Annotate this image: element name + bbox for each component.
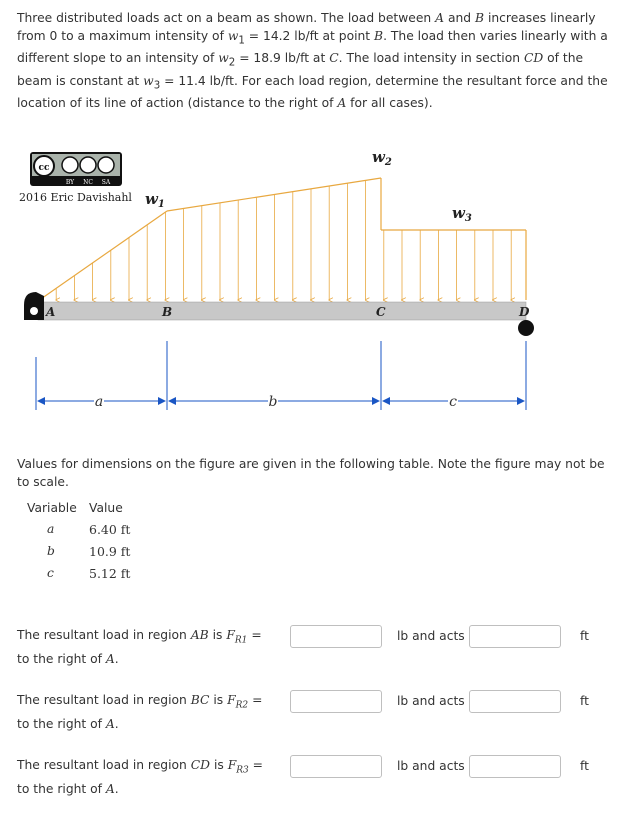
problem-text: = 18.9 lb/ft at bbox=[235, 51, 330, 66]
label-b: B bbox=[162, 305, 173, 319]
unit-ft-label: ft bbox=[580, 694, 589, 708]
force-symbol: F bbox=[226, 628, 235, 642]
problem-text: and bbox=[444, 11, 475, 25]
subscript: 1 bbox=[238, 34, 245, 47]
equals-sign: = bbox=[251, 628, 262, 642]
var-value: 10.9 ft bbox=[89, 543, 131, 559]
figure-note bbox=[17, 455, 609, 491]
cc-text: cc bbox=[38, 163, 50, 173]
resultant-cd-input[interactable] bbox=[290, 755, 382, 778]
q-text: The resultant load in region bbox=[17, 628, 191, 642]
force-subscript: R3 bbox=[236, 765, 249, 776]
problem-text: = 11.4 lb/ft. For each load region, determine the resultant force and the location of its line of action (distance to the right of bbox=[17, 73, 608, 111]
label-w2: $w_2$ bbox=[372, 148, 392, 168]
point-label: B bbox=[474, 11, 485, 25]
credit-text: 2016 Eric Davishahl bbox=[19, 191, 132, 204]
label-w3: $w_3$ bbox=[452, 204, 472, 224]
point-label: A bbox=[105, 717, 115, 731]
label-a: A bbox=[46, 305, 56, 319]
region-label: AB bbox=[190, 628, 209, 642]
problem-text: Three distributed loads act on a beam as shown. The load between bbox=[17, 11, 436, 25]
note-text: Values for dimensions on the figure are given in the following table. Note the figure may not be to scale. bbox=[17, 457, 605, 489]
var-w: w bbox=[227, 29, 239, 43]
var-w: w bbox=[218, 51, 229, 66]
problem-text: increases linearly from 0 to a maximum intensity of bbox=[17, 11, 596, 43]
dim-label-a: a bbox=[94, 394, 104, 410]
fixed-support bbox=[24, 292, 44, 320]
label-d: D bbox=[519, 305, 530, 319]
location-ab-input[interactable] bbox=[469, 625, 561, 648]
point-label: A bbox=[105, 652, 115, 666]
dim-label-b: b bbox=[268, 394, 278, 410]
label-w1: $w_1$ bbox=[145, 190, 165, 210]
point-label: A bbox=[337, 96, 347, 111]
subscript: 3 bbox=[153, 79, 161, 92]
q-text: to the right of bbox=[17, 717, 106, 731]
q-text: . bbox=[114, 652, 119, 666]
equals-sign: = bbox=[252, 758, 263, 772]
q-text: . bbox=[114, 782, 119, 796]
var-name: a bbox=[47, 522, 55, 536]
roller-support bbox=[518, 320, 534, 336]
label-c: C bbox=[376, 305, 386, 319]
location-cd-input[interactable] bbox=[469, 755, 561, 778]
problem-text: = 14.2 lb/ft at point bbox=[244, 29, 375, 43]
var-value: 6.40 ft bbox=[89, 521, 131, 537]
problem-statement bbox=[17, 9, 609, 112]
unit-ft-label: ft bbox=[580, 759, 589, 773]
variables-table bbox=[27, 498, 130, 584]
force-symbol: F bbox=[227, 758, 237, 772]
table-row bbox=[27, 540, 130, 562]
sa-text: SA bbox=[101, 179, 111, 186]
q-text: is bbox=[210, 758, 228, 772]
beam-figure bbox=[0, 140, 622, 430]
section-label: CD bbox=[523, 51, 544, 66]
unit-lb-label: lb and acts bbox=[397, 694, 465, 708]
q-text: The resultant load in region bbox=[17, 758, 191, 772]
q-text: is bbox=[208, 628, 227, 642]
var-name: b bbox=[47, 544, 55, 558]
problem-text: for all cases). bbox=[346, 96, 433, 111]
q-text: . bbox=[114, 717, 119, 731]
table-row bbox=[27, 518, 130, 540]
resultant-ab-input[interactable] bbox=[290, 625, 382, 648]
unit-lb-label: lb and acts bbox=[397, 629, 465, 643]
nc-icon bbox=[80, 157, 96, 173]
q-text: is bbox=[209, 693, 228, 707]
pin-a bbox=[30, 307, 38, 315]
problem-text: . The load then varies linearly with a different slope to an intensity of bbox=[17, 29, 608, 66]
location-bc-input[interactable] bbox=[469, 690, 561, 713]
point-label: A bbox=[105, 782, 115, 796]
by-icon bbox=[62, 157, 78, 173]
force-symbol: F bbox=[227, 693, 236, 707]
force-subscript: R2 bbox=[235, 700, 249, 711]
q-text: to the right of bbox=[17, 652, 106, 666]
table-row bbox=[27, 562, 130, 584]
header-variable: Variable bbox=[27, 501, 77, 515]
region-label: BC bbox=[190, 693, 210, 707]
resultant-bc-input[interactable] bbox=[290, 690, 382, 713]
table-header-row bbox=[27, 498, 130, 518]
cc-license-badge bbox=[30, 152, 122, 186]
header-value: Value bbox=[89, 501, 123, 515]
point-label: B bbox=[374, 29, 384, 43]
var-value: 5.12 ft bbox=[89, 565, 131, 581]
q-text: The resultant load in region bbox=[17, 693, 191, 707]
region-label: CD bbox=[190, 758, 211, 772]
unit-ft-label: ft bbox=[580, 629, 589, 643]
dim-label-c: c bbox=[449, 394, 457, 410]
force-subscript: R1 bbox=[234, 635, 248, 646]
problem-text: . The load intensity in section bbox=[338, 51, 524, 66]
nc-text: NC bbox=[83, 179, 93, 186]
subscript: 2 bbox=[228, 56, 236, 69]
problem-text: of the beam is constant at bbox=[17, 51, 584, 88]
unit-lb-label: lb and acts bbox=[397, 759, 465, 773]
point-label: C bbox=[329, 51, 339, 66]
equals-sign: = bbox=[252, 693, 263, 707]
by-text: BY bbox=[65, 179, 75, 186]
beam bbox=[38, 302, 526, 320]
point-label: A bbox=[435, 11, 445, 25]
sa-icon bbox=[98, 157, 114, 173]
q-text: to the right of bbox=[17, 782, 106, 796]
var-w: w bbox=[143, 73, 154, 88]
var-name: c bbox=[47, 566, 54, 580]
